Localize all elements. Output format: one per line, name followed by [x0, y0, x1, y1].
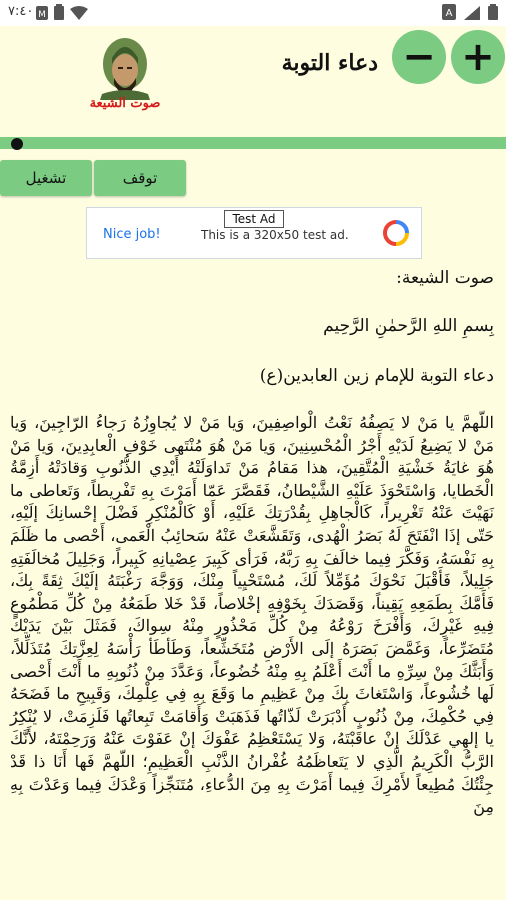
status-time: ٧:٤٠ [8, 4, 34, 19]
status-bar [0, 0, 506, 26]
app-header [0, 26, 506, 128]
basmala-text: بِسمِ اللهِ الرَّحمٰنِ الرَّحِيم [323, 316, 494, 336]
battery-saver-icon [54, 4, 64, 24]
audio-seek-bar[interactable] [0, 137, 506, 149]
prayer-content [0, 262, 506, 900]
ad-headline: Nice job! [103, 227, 161, 242]
test-ad-label: Test Ad [224, 210, 284, 228]
page-title: دعاء التوبة [281, 50, 378, 76]
logo-caption: صوت الشيعة [89, 96, 161, 111]
signal-icon [464, 5, 480, 24]
zoom-out-button[interactable] [392, 30, 446, 84]
wifi-icon [70, 5, 88, 24]
plus-icon: + [461, 34, 495, 80]
seek-thumb[interactable] [11, 138, 23, 150]
source-label: صوت الشيعة: [396, 268, 494, 288]
svg-text:M: M [38, 9, 46, 20]
a-icon [442, 4, 456, 24]
svg-text:A: A [445, 8, 453, 19]
battery-icon [488, 4, 498, 24]
minus-icon: − [402, 34, 436, 80]
pause-button[interactable]: توقف [94, 160, 186, 196]
zoom-in-button[interactable] [451, 30, 505, 84]
prayer-heading: دعاء التوبة للإمام زين العابدين(ع) [259, 366, 494, 386]
ad-body: This is a 320x50 test ad. [201, 228, 349, 242]
play-button[interactable]: تشغيل [0, 160, 92, 196]
m-icon [36, 5, 48, 24]
prayer-body-text: اللّهمَّ يا مَنْ لا يَصِفُهُ نَعْتُ الْواصِفِينَ، وَيا مَنْ لا يُجاوِزُهُ رَجاءُ الرّاجِينَ، وَيا مَنْ لا يَضِيعُ لَدَيْهِ أَجْرُ الْمُحْسِنِينَ، وَيا مَنْ هُوَ مُنْتَهى خَوْفِ الْعابِدِينَ، وَيا مَنْ هُوَ غايَةُ خَشْيَةِ الْمُتَّقِينَ، هذا مَقامُ مَنْ تَداوَلَتْهُ أَيْدِي الذُّنُوبِ وَقادَتْهُ أَزِمَّةُ الْخَطايا، وَاسْتَحْوَذَ عَلَيْهِ الشَّيْطانُ، فَقَصَّرَ عَمّا أَمَرْتَ بِهِ تَفْرِيطاً، وَتَعاطى ما نَهَيْتَ عَنْهُ تَغْرِيراً، كَالْجاهِلِ بِقُدْرَتِكَ عَلَيْهِ، أَوْ كَالْمُنْكِرِ فَضْلَ إحْسانِكَ إلَيْهِ، حَتّى إذَا انْفَتَحَ لَهُ بَصَرُ الْهُدى، وَتَقَشَّعَتْ عَنْهُ سَحائِبُ الْعَمى، أَحْصى ما ظَلَمَ بِهِ نَفْسَهُ، وَفَكَّرَ فِيما خالَفَ بِهِ رَبَّهُ، فَرَأى كَبِيرَ عِصْيانِهِ كَبِيراً، وَجَلِيلَ مُخالَفَتِهِ جَلِيلاً، فَأَقْبَلَ نَحْوَكَ مُؤَمِّلاً لَكَ، مُسْتَحْيِياً مِنْكَ، وَوَجَّهَ رَغْبَتَهُ إلَيْكَ ثِقَةً بِكَ، فَأَمَّكَ بِطَمَعِهِ يَقِيناً، وَقَصَدَكَ بِخَوْفِهِ إخْلاصاً، قَدْ خَلا طَمَعُهُ مِنْ كُلِّ مَطْمُوعٍ فِيهِ غَيْرِكَ، وَأَفْرَخَ رَوْعُهُ مِنْ كُلِّ مَحْذُورٍ مِنْهُ سِواكَ، فَمَثَلَ بَيْنَ يَدَيْكَ مُتَضَرِّعاً، وَغَمَّضَ بَصَرَهُ إلَى الأَرْضِ مُتَخَشِّعاً، وَطَأطَأ رَأْسَهُ لِعِزَّتِكَ مُتَذَلِّلاً، وَأَبَثَّكَ مِنْ سِرِّهِ ما أَنْتَ أَعْلَمُ بِهِ مِنْهُ خُضُوعاً، وَعَدَّدَ مِنْ ذُنُوبِهِ ما أَنْتَ أَحْصى لَها خُشُوعاً، وَاسْتَغاثَ بِكَ مِنْ عَظِيمِ ما وَقَعَ بِهِ فِي عِلْمِكَ، وَقَبِيحِ ما فَضَحَهُ فِي حُكْمِكَ، مِنْ ذُنُوبٍ أَدْبَرَتْ لَذّاتُها فَذَهَبَتْ وَأَقامَتْ تَبِعاتُها فَلَزِمَتْ، لا يُنْكِرُ يا إلهِي عَدْلَكَ إنْ عاقَبْتَهُ، وَلا يَسْتَعْظِمُ عَفْوَكَ إنْ عَفَوْتَ عَنْهُ وَرَحِمْتَهُ، لأَنَّكَ الرَّبُّ الْكَرِيمُ الَّذِي لا يَتَعاظَمُهُ غُفْرانُ الذَّنْبِ الْعَظِيمِ؛ اللّهمَّ فَها أَنَا ذا قَدْ جِئْتُكَ مُطِيعاً لأَمْرِكَ فِيما أَمَرْتَ بِهِ مِنَ الدُّعاءِ، مُتَنَجِّزاً وَعْدَكَ فِيما وَعَدْتَ بِهِ مِنَ [10, 413, 495, 817]
ad-logo-icon [383, 220, 409, 246]
